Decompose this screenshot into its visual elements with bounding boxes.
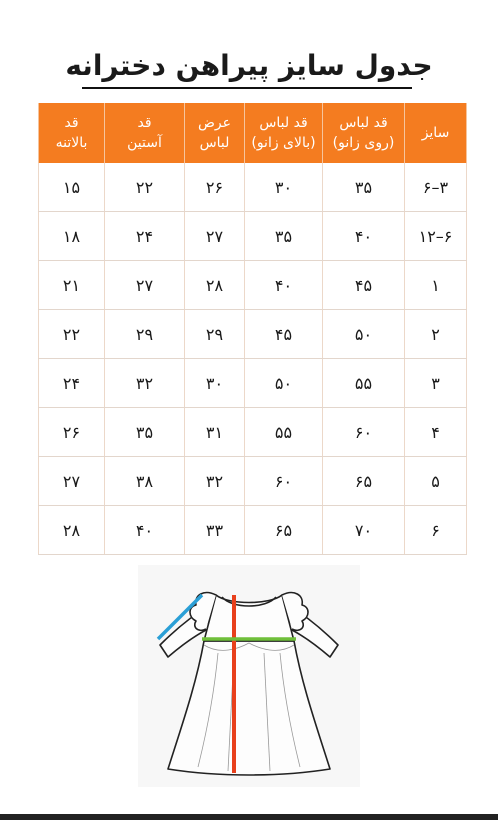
cell-bodice-length: ۲۱ <box>39 261 105 310</box>
cell-length-on-knee: ۷۰ <box>323 506 405 555</box>
cell-length-above-knee: ۴۵ <box>245 310 323 359</box>
cell-length-on-knee: ۴۰ <box>323 212 405 261</box>
table-row <box>39 408 467 457</box>
dress-measurement-illustration <box>138 565 360 787</box>
cell-sleeve-length: ۲۲ <box>105 163 185 212</box>
cell-sleeve-length: ۳۲ <box>105 359 185 408</box>
cell-length-on-knee: ۴۵ <box>323 261 405 310</box>
cell-width: ۲۶ <box>185 163 245 212</box>
cell-width: ۳۰ <box>185 359 245 408</box>
cell-bodice-length: ۲۶ <box>39 408 105 457</box>
cell-length-above-knee: ۴۰ <box>245 261 323 310</box>
title-underline <box>82 87 412 89</box>
cell-length-above-knee: ۵۰ <box>245 359 323 408</box>
cell-width: ۳۳ <box>185 506 245 555</box>
cell-bodice-length: ۲۸ <box>39 506 105 555</box>
cell-length-above-knee: ۳۵ <box>245 212 323 261</box>
cell-length-above-knee: ۶۵ <box>245 506 323 555</box>
table-row <box>39 212 467 261</box>
cell-length-above-knee: ۵۵ <box>245 408 323 457</box>
cell-size: ۵ <box>405 457 467 506</box>
header-width: عرض لباس <box>185 103 245 163</box>
cell-sleeve-length: ۲۹ <box>105 310 185 359</box>
cell-sleeve-length: ۳۵ <box>105 408 185 457</box>
cell-size: ۱ <box>405 261 467 310</box>
header-length-on-knee: قد لباس (روی زانو) <box>323 103 405 163</box>
cell-sleeve-length: ۲۴ <box>105 212 185 261</box>
cell-size: ۶–۱۲ <box>405 212 467 261</box>
cell-width: ۲۸ <box>185 261 245 310</box>
cell-length-on-knee: ۵۵ <box>323 359 405 408</box>
cell-size: ۳ <box>405 359 467 408</box>
cell-width: ۲۷ <box>185 212 245 261</box>
cell-bodice-length: ۲۲ <box>39 310 105 359</box>
cell-size: ۳–۶ <box>405 163 467 212</box>
cell-bodice-length: ۱۵ <box>39 163 105 212</box>
table-row <box>39 457 467 506</box>
header-bodice-length: قد بالاتنه <box>39 103 105 163</box>
cell-bodice-length: ۲۴ <box>39 359 105 408</box>
cell-bodice-length: ۱۸ <box>39 212 105 261</box>
table-row <box>39 163 467 212</box>
bottom-divider <box>0 814 498 820</box>
table-row <box>39 506 467 555</box>
cell-bodice-length: ۲۷ <box>39 457 105 506</box>
cell-length-on-knee: ۳۵ <box>323 163 405 212</box>
cell-length-above-knee: ۶۰ <box>245 457 323 506</box>
table-row <box>39 310 467 359</box>
cell-width: ۳۱ <box>185 408 245 457</box>
size-table <box>38 103 467 555</box>
page-title: جدول سایز پیراهن دخترانه <box>65 49 433 82</box>
table-row <box>39 261 467 310</box>
cell-length-on-knee: ۶۵ <box>323 457 405 506</box>
cell-length-on-knee: ۶۰ <box>323 408 405 457</box>
table-header-row <box>39 103 467 163</box>
cell-length-above-knee: ۳۰ <box>245 163 323 212</box>
cell-length-on-knee: ۵۰ <box>323 310 405 359</box>
cell-sleeve-length: ۲۷ <box>105 261 185 310</box>
cell-sleeve-length: ۴۰ <box>105 506 185 555</box>
header-length-above-knee: قد لباس (بالای زانو) <box>245 103 323 163</box>
cell-width: ۳۲ <box>185 457 245 506</box>
cell-size: ۶ <box>405 506 467 555</box>
header-sleeve-length: قد آستین <box>105 103 185 163</box>
cell-size: ۲ <box>405 310 467 359</box>
cell-width: ۲۹ <box>185 310 245 359</box>
cell-sleeve-length: ۳۸ <box>105 457 185 506</box>
header-size: سایز <box>405 103 467 163</box>
cell-size: ۴ <box>405 408 467 457</box>
table-row <box>39 359 467 408</box>
